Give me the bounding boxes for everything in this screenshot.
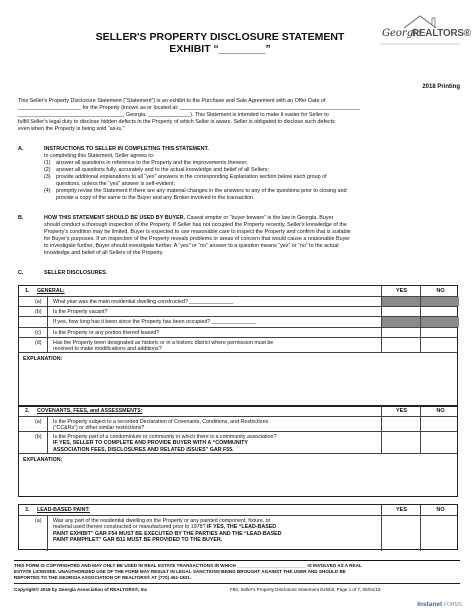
no-checkbox[interactable]	[420, 307, 459, 316]
list-item-text: answer all questions in reference to the Property and the improvements thereon;	[56, 160, 248, 166]
row-question: Is the Property vacant?	[53, 308, 108, 315]
table-row	[19, 296, 457, 306]
table-header-row	[19, 505, 457, 515]
logo-realtors-text: REALTORS®	[412, 28, 471, 39]
row-letter: (c)	[35, 329, 42, 336]
explanation-label: EXPLANATION:	[23, 356, 63, 362]
row-question: Is the Property part of a condominium or community in which there is a community association?	[53, 433, 277, 440]
row-letter: (b)	[35, 308, 42, 315]
table-row	[19, 327, 457, 337]
table-row	[19, 431, 457, 453]
row-letter: (b)	[35, 433, 42, 440]
section-b-text: should conduct a thorough inspection of the Property. If Seller has not occupied the Property recently, Seller's knowledge of the	[44, 222, 347, 228]
yes-header: YES	[381, 505, 420, 515]
no-cell-shaded	[420, 317, 459, 327]
no-checkbox[interactable]	[420, 432, 459, 453]
printing-year: 2018 Printing	[422, 84, 460, 90]
row-instruction: IF YES, SELLER TO COMPLETE AND PROVIDE BUYER WITH A “COMMUNITY	[53, 440, 248, 446]
table-title: LEAD-BASED PAINT:	[37, 507, 90, 513]
no-checkbox[interactable]	[420, 516, 459, 551]
row-instruction: ASSOCIATION FEES, DISCLOSURES AND RELATED ISSUES” GAR F55.	[53, 446, 234, 453]
row-question: Is the Property subject to a recorded Declaration of Covenants, Conditions, and Restrictions	[53, 418, 269, 425]
row-question-cont: received to make modifications and additions?	[53, 346, 162, 352]
footer-copyright-notice: ESTATE LICENSEE. UNAUTHORIZED USE OF THE FORM MAY RESULT IN LEGAL SANCTIONS BEING BROUGHT AGAINST THE USER AND SHOULD BE	[14, 569, 346, 574]
yes-checkbox[interactable]	[381, 516, 420, 551]
exhibit-title: EXHIBIT “________”	[169, 43, 271, 55]
logo-script-text: Georgia	[382, 28, 423, 39]
intro-line: _____________________ for the Property (known as or located at: ____________________________________________________________	[18, 105, 360, 111]
list-item-text: provide additional explanations to all “yes” answers in the corresponding Explanation section below each group of	[56, 174, 327, 180]
table-header-row	[19, 286, 457, 296]
section-b-heading: HOW THIS STATEMENT SHOULD BE USED BY BUYER.	[44, 215, 186, 221]
yes-cell-shaded	[381, 317, 420, 327]
row-letter: (a)	[35, 418, 42, 425]
table-row	[19, 316, 457, 327]
intro-line: This Seller's Property Disclosure Statement (“Statement”) is an exhibit to the Purchase and Sale Agreement with an Offer Date of	[18, 98, 326, 104]
georgia-realtors-logo	[374, 12, 471, 52]
footer-copyright-notice: THIS FORM IS COPYRIGHTED AND MAY ONLY BE USED IN REAL ESTATE TRANSACTIONS IN WHICH ___________________________ IS INVOLVED AS A REAL	[14, 563, 362, 568]
general-disclosure-table	[18, 285, 458, 407]
table-number: 2.	[25, 408, 30, 414]
section-c-heading: SELLER DISCLOSURES.	[44, 270, 108, 276]
yes-checkbox[interactable]	[381, 432, 420, 453]
yes-cell-shaded	[381, 297, 420, 306]
list-item-text: answer all questions fully, accurately and to the actual knowledge and belief of all Sellers;	[56, 167, 269, 173]
yes-checkbox[interactable]	[381, 307, 420, 316]
no-checkbox[interactable]	[420, 338, 459, 352]
row-question: Has the Property been designated as historic or in a historic district where permission must be	[53, 339, 274, 346]
covenants-disclosure-table	[18, 405, 458, 497]
list-item-number: (2)	[44, 167, 51, 173]
section-b-first-line	[44, 215, 333, 222]
section-b-letter: B.	[18, 215, 24, 221]
explanation-label: EXPLANATION:	[23, 457, 63, 463]
table-row	[19, 515, 457, 551]
row-instruction: PAINT PAMPHLET” GAR B11 MUST BE PROVIDED TO THE BUYER.	[53, 537, 223, 543]
list-item-text: questions, unless the “yes” answer is self-evident;	[56, 181, 175, 187]
section-b-text: knowledge and belief of all Sellers of the Property.	[44, 250, 164, 256]
no-header: NO	[420, 505, 459, 515]
row-question[interactable]: If yes, how long has it been since the Property has been occupied? _______________	[53, 319, 256, 325]
lead-paint-disclosure-table	[18, 504, 458, 550]
section-c-letter: C.	[18, 270, 24, 276]
section-b-text: Property's condition may be limited. Buyer is expected to use reasonable care to inspect the Property and confirm that is suitable	[44, 229, 351, 235]
yes-header: YES	[381, 286, 420, 296]
row-question: Was any part of the residential dwelling on the Property or any painted component, fixture, or	[53, 517, 271, 524]
explanation-box[interactable]	[19, 453, 457, 498]
table-number: 3.	[25, 507, 30, 513]
footer-copyright-notice: REPORTED TO THE GEORGIA ASSOCIATION OF REALTORS® AT (770) 451-1831.	[14, 575, 192, 580]
table-row	[19, 416, 457, 431]
row-instruction: PAINT EXHIBIT” GAR F54 MUST BE EXECUTED BY THE PARTIES AND THE “LEAD-BASED	[53, 530, 282, 537]
table-title: COVENANTS, FEES, and ASSESSMENTS:	[37, 408, 143, 414]
section-a-letter: A.	[18, 146, 24, 152]
no-header: NO	[420, 286, 459, 296]
intro-line: fulfill Seller's legal duty to disclose hidden defects in the Property of which Seller is aware. Seller is obligated to disclose such defects	[18, 119, 335, 125]
table-row	[19, 337, 457, 352]
yes-checkbox[interactable]	[381, 417, 420, 431]
row-question-cont: (“CC&Rs”) or other similar restrictions?	[53, 425, 145, 431]
table-row	[19, 306, 457, 316]
list-item-number: (4)	[44, 188, 51, 194]
table-header-row	[19, 406, 457, 416]
intro-line: ___________________________________, Georgia, ______________). This Statement is intended to make it easier for Seller to	[18, 112, 329, 118]
row-letter: (d)	[35, 339, 42, 346]
row-question[interactable]: What year was the main residential dwelling constructed? _______________	[53, 298, 234, 305]
section-a-lead: In completing this Statement, Seller agrees to:	[44, 153, 155, 159]
instanet-forms-text: FORMS	[443, 602, 462, 608]
row-instruction: IF YES, THE “LEAD-BASED	[207, 524, 277, 530]
form-identifier: F50, Seller's Property Disclosure Statement Exhibit, Page 1 of 7, 05/01/18	[230, 587, 381, 592]
list-item-number: (1)	[44, 160, 51, 166]
no-checkbox[interactable]	[420, 328, 459, 337]
explanation-box[interactable]	[19, 352, 457, 408]
instanet-logo	[417, 601, 462, 608]
yes-checkbox[interactable]	[381, 328, 420, 337]
list-item-text: promptly revise the Statement if there are any material changes in the answers to any of the questions prior to closing and	[56, 188, 347, 194]
section-b-text: Caveat emptor or “buyer beware” is the law in Georgia. Buyer	[186, 215, 334, 221]
table-title: GENERAL:	[37, 288, 65, 294]
section-b-text: for Buyer's purposes. If an inspection of the Property reveals problems or areas of concern that would cause a reasonable Buyer	[44, 236, 351, 242]
row-letter: (a)	[35, 298, 42, 305]
no-header: NO	[420, 406, 459, 416]
intro-line: even when the Property is being sold “as-is.”	[18, 126, 125, 132]
yes-header: YES	[381, 406, 420, 416]
row-letter: (a)	[35, 517, 42, 524]
row-question-cont	[53, 524, 276, 530]
section-a-heading: INSTRUCTIONS TO SELLER IN COMPLETING THIS STATEMENT.	[44, 146, 209, 152]
no-checkbox[interactable]	[420, 417, 459, 431]
list-item-text: provide a copy of the same to the Buyer and any Broker involved in the transaction.	[56, 195, 255, 201]
list-item-number: (3)	[44, 174, 51, 180]
yes-checkbox[interactable]	[381, 338, 420, 352]
table-number: 1.	[25, 288, 30, 294]
row-question: Is the Property or any portion thereof leased?	[53, 329, 160, 336]
instanet-text: Instanet	[417, 601, 443, 608]
row-question-text: material used therein constructed or manufactured prior to 1978?	[53, 524, 206, 530]
form-title: SELLER'S PROPERTY DISCLOSURE STATEMENT	[95, 31, 345, 43]
section-b-text: to investigate further, Buyer should investigate further. A “yes” or “no” answer to a question means “yes” or “no” to the actual	[44, 243, 339, 249]
copyright-text: Copyright© 2018 by Georgia Association of REALTORS®, Inc	[14, 587, 148, 592]
no-cell-shaded	[420, 297, 459, 306]
footer-divider	[14, 583, 460, 584]
footer-divider	[14, 560, 460, 561]
